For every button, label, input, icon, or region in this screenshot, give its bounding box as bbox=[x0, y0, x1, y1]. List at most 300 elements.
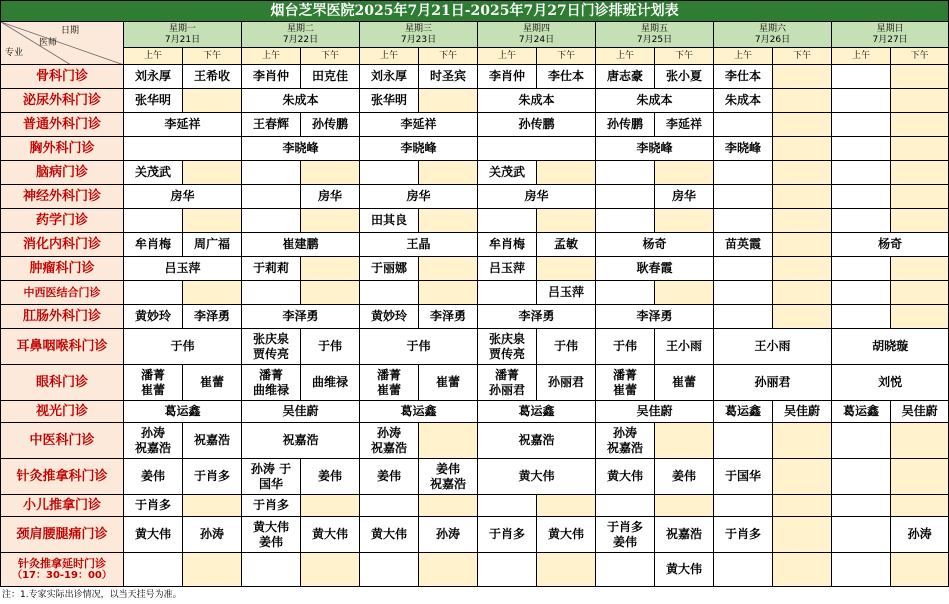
doctor-cell bbox=[419, 365, 478, 401]
doctor-name: 于丽娜 bbox=[370, 261, 407, 275]
department-label: 视光门诊 bbox=[35, 404, 88, 419]
empty-cell bbox=[832, 459, 891, 495]
doctor-name: 崔蕾 bbox=[199, 375, 224, 389]
doctor-cell bbox=[596, 233, 714, 257]
doctor-cell bbox=[596, 329, 655, 365]
doctor-cell bbox=[891, 401, 949, 423]
morning-label: 上午 bbox=[242, 48, 301, 65]
doctor-name: 唐志豪 bbox=[606, 69, 643, 83]
doctor-name: 张庆泉 bbox=[488, 331, 525, 346]
empty-cell bbox=[419, 89, 478, 113]
schedule-row bbox=[1, 305, 949, 329]
doctor-cell bbox=[360, 113, 478, 137]
doctor-cell bbox=[478, 329, 537, 365]
empty-cell bbox=[360, 281, 419, 305]
doctor-cell bbox=[596, 517, 655, 553]
empty-cell bbox=[183, 495, 242, 517]
empty-cell bbox=[596, 553, 655, 587]
empty-cell bbox=[478, 495, 537, 517]
doctor-name: 姜伟 bbox=[376, 469, 401, 483]
doctor-name: 张华明 bbox=[370, 93, 407, 107]
doctor-cell bbox=[360, 185, 478, 209]
weekday-label: 星期日 bbox=[876, 23, 904, 34]
doctor-name: 刘永厚 bbox=[134, 69, 171, 83]
doctor-cell bbox=[596, 423, 655, 459]
date-label: 7月26日 bbox=[754, 34, 791, 45]
doctor-cell bbox=[360, 305, 419, 329]
doctor-name: 于伟 bbox=[406, 339, 431, 353]
doctor-cell bbox=[242, 329, 301, 365]
afternoon-label: 下午 bbox=[183, 48, 242, 65]
empty-cell bbox=[832, 209, 891, 233]
doctor-name: 黄大伟 bbox=[370, 527, 407, 541]
doctor-name: 李仕本 bbox=[724, 69, 761, 83]
doctor-name: 黄大伟 bbox=[547, 527, 584, 541]
doctor-name: 周广福 bbox=[193, 237, 230, 251]
doctor-cell bbox=[124, 365, 183, 401]
department-label: 肛肠外科门诊 bbox=[22, 309, 101, 324]
weekday-label: 星期四 bbox=[522, 23, 550, 34]
doctor-cell bbox=[478, 161, 537, 185]
doctor-name: 孙涛 bbox=[199, 527, 224, 541]
doctor-cell bbox=[478, 113, 596, 137]
doctor-name: 黄妙玲 bbox=[370, 309, 407, 323]
doctor-name: 崔建鹏 bbox=[282, 237, 319, 251]
department-name bbox=[1, 459, 124, 495]
empty-cell bbox=[301, 281, 360, 305]
empty-cell bbox=[773, 281, 832, 305]
empty-cell bbox=[714, 161, 773, 185]
doctor-cell bbox=[124, 113, 242, 137]
department-label: 针灸推拿科门诊 bbox=[16, 469, 108, 484]
empty-cell bbox=[478, 137, 596, 161]
doctor-cell bbox=[596, 65, 655, 89]
empty-cell bbox=[537, 553, 596, 587]
doctor-cell bbox=[714, 365, 832, 401]
doctor-cell bbox=[301, 185, 360, 209]
empty-cell bbox=[596, 281, 655, 305]
doctor-name: 祝嘉浩 bbox=[193, 433, 230, 447]
doctor-name: 祝嘉浩 bbox=[518, 433, 555, 447]
empty-cell bbox=[773, 233, 832, 257]
empty-cell bbox=[301, 257, 360, 281]
department-name bbox=[1, 423, 124, 459]
doctor-name: 曲维禄 bbox=[252, 382, 289, 397]
doctor-name: 牟肖梅 bbox=[134, 237, 171, 251]
department-label: 胸外科门诊 bbox=[29, 141, 95, 156]
doctor-cell bbox=[124, 305, 183, 329]
schedule-row bbox=[1, 553, 949, 587]
department-hours: （17：30-19：00） bbox=[12, 569, 112, 581]
doctor-name: 朱成本 bbox=[518, 93, 555, 107]
day-header bbox=[360, 22, 478, 48]
afternoon-label: 下午 bbox=[537, 48, 596, 65]
doctor-name: 朱成本 bbox=[636, 93, 673, 107]
doctor-cell bbox=[832, 233, 949, 257]
doctor-cell bbox=[183, 233, 242, 257]
doctor-name: 曲维禄 bbox=[311, 375, 348, 389]
doctor-name: 祝嘉浩 bbox=[429, 476, 466, 491]
department-label: 消化内科门诊 bbox=[22, 237, 101, 252]
doctor-cell bbox=[655, 65, 714, 89]
doctor-name: 吴佳蔚 bbox=[783, 404, 820, 418]
doctor-cell bbox=[360, 423, 419, 459]
doctor-name: 房华 bbox=[170, 189, 195, 203]
empty-cell bbox=[242, 553, 301, 587]
doctor-cell bbox=[242, 89, 360, 113]
doctor-name: 房华 bbox=[671, 189, 696, 203]
doctor-cell bbox=[596, 113, 655, 137]
doctor-name: 刘悦 bbox=[878, 375, 903, 389]
doctor-cell bbox=[596, 137, 714, 161]
doctor-cell bbox=[124, 459, 183, 495]
doctor-name: 于伟 bbox=[170, 339, 195, 353]
empty-cell bbox=[773, 517, 832, 553]
doctor-name: 李肖仲 bbox=[252, 69, 289, 83]
doctor-cell bbox=[242, 459, 301, 495]
weekday-label: 星期二 bbox=[286, 23, 314, 34]
doctor-name: 房华 bbox=[317, 189, 342, 203]
doctor-name: 黄大伟 bbox=[665, 562, 702, 576]
doctor-name: 于肖多 bbox=[193, 469, 230, 483]
date-label: 7月21日 bbox=[164, 34, 201, 45]
header-ampm-row bbox=[1, 48, 949, 65]
doctor-name: 李延祥 bbox=[665, 117, 702, 131]
doctor-name: 李泽勇 bbox=[193, 309, 230, 323]
doctor-name: 孙传鹏 bbox=[606, 117, 643, 131]
department-name bbox=[1, 305, 124, 329]
empty-cell bbox=[714, 305, 773, 329]
weekday-label: 星期五 bbox=[640, 23, 668, 34]
doctor-name: 姜伟 bbox=[258, 534, 283, 549]
doctor-cell bbox=[478, 365, 537, 401]
empty-cell bbox=[891, 459, 949, 495]
doctor-cell bbox=[124, 495, 183, 517]
empty-cell bbox=[537, 257, 596, 281]
doctor-cell bbox=[360, 65, 419, 89]
schedule-row bbox=[1, 329, 949, 365]
doctor-name: 于伟 bbox=[612, 339, 637, 353]
empty-cell bbox=[596, 161, 655, 185]
doctor-name: 房华 bbox=[524, 189, 549, 203]
empty-cell bbox=[773, 113, 832, 137]
doctor-name: 李泽勇 bbox=[636, 309, 673, 323]
empty-cell bbox=[832, 495, 891, 517]
schedule-row bbox=[1, 89, 949, 113]
doctor-name: 吕玉萍 bbox=[164, 261, 201, 275]
doctor-cell bbox=[183, 459, 242, 495]
empty-cell bbox=[832, 65, 891, 89]
empty-cell bbox=[891, 495, 949, 517]
doctor-name: 孙涛 于 bbox=[250, 461, 292, 476]
empty-cell bbox=[891, 209, 949, 233]
doctor-cell bbox=[124, 517, 183, 553]
schedule-row bbox=[1, 365, 949, 401]
doctor-name: 祝嘉浩 bbox=[134, 440, 171, 455]
doctor-cell bbox=[124, 423, 183, 459]
doctor-cell bbox=[242, 65, 301, 89]
department-label: 骨科门诊 bbox=[35, 69, 88, 84]
empty-cell bbox=[832, 161, 891, 185]
doctor-cell bbox=[537, 281, 596, 305]
doctor-cell bbox=[242, 233, 360, 257]
department-name bbox=[1, 517, 124, 553]
empty-cell bbox=[478, 553, 537, 587]
doctor-name: 国华 bbox=[258, 476, 283, 491]
doctor-name: 祝嘉浩 bbox=[370, 440, 407, 455]
doctor-cell bbox=[478, 305, 596, 329]
weekday-label: 星期一 bbox=[168, 23, 196, 34]
department-name bbox=[1, 89, 124, 113]
doctor-cell bbox=[478, 185, 596, 209]
doctor-name: 潘菁 bbox=[376, 367, 401, 382]
doctor-name: 黄大伟 bbox=[606, 469, 643, 483]
empty-cell bbox=[714, 209, 773, 233]
doctor-name: 潘菁 bbox=[612, 367, 637, 382]
doctor-cell bbox=[301, 365, 360, 401]
doctor-name: 王晶 bbox=[406, 237, 431, 251]
empty-cell bbox=[832, 89, 891, 113]
doctor-name: 杨奇 bbox=[878, 237, 903, 251]
empty-cell bbox=[832, 517, 891, 553]
doctor-name: 祝嘉浩 bbox=[282, 433, 319, 447]
schedule-row bbox=[1, 209, 949, 233]
afternoon-label: 下午 bbox=[419, 48, 478, 65]
empty-cell bbox=[891, 161, 949, 185]
doctor-name: 孙涛 bbox=[612, 425, 637, 440]
doctor-cell bbox=[360, 401, 478, 423]
schedule-row bbox=[1, 459, 949, 495]
doctor-name: 崔蕾 bbox=[435, 375, 460, 389]
empty-cell bbox=[832, 113, 891, 137]
doctor-cell bbox=[537, 517, 596, 553]
empty-cell bbox=[891, 185, 949, 209]
doctor-name: 黄大伟 bbox=[311, 527, 348, 541]
date-label: 7月25日 bbox=[636, 34, 673, 45]
doctor-cell bbox=[655, 329, 714, 365]
doctor-name: 王希收 bbox=[193, 69, 230, 83]
doctor-name: 崔蕾 bbox=[612, 382, 637, 397]
date-label: 7月22日 bbox=[282, 34, 319, 45]
weekday-label: 星期六 bbox=[758, 23, 786, 34]
department-name bbox=[1, 495, 124, 517]
doctor-name: 牟肖梅 bbox=[488, 237, 525, 251]
empty-cell bbox=[832, 137, 891, 161]
doctor-cell bbox=[832, 365, 949, 401]
schedule-row bbox=[1, 401, 949, 423]
doctor-name: 耿春霞 bbox=[636, 261, 673, 275]
department-name bbox=[1, 233, 124, 257]
doctor-cell bbox=[183, 65, 242, 89]
afternoon-label: 下午 bbox=[301, 48, 360, 65]
doctor-cell bbox=[242, 113, 301, 137]
doctor-cell bbox=[124, 185, 242, 209]
doctor-name: 葛运鑫 bbox=[518, 404, 555, 418]
doctor-name: 于伟 bbox=[317, 339, 342, 353]
empty-cell bbox=[655, 423, 714, 459]
doctor-cell bbox=[124, 89, 183, 113]
empty-cell bbox=[714, 257, 773, 281]
empty-cell bbox=[891, 553, 949, 587]
empty-cell bbox=[891, 137, 949, 161]
doctor-cell bbox=[655, 517, 714, 553]
empty-cell bbox=[832, 257, 891, 281]
empty-cell bbox=[360, 495, 419, 517]
schedule-row bbox=[1, 161, 949, 185]
doctor-cell bbox=[124, 161, 183, 185]
empty-cell bbox=[773, 553, 832, 587]
department-name bbox=[1, 401, 124, 423]
doctor-name: 吕玉萍 bbox=[547, 285, 584, 299]
afternoon-label: 下午 bbox=[655, 48, 714, 65]
doctor-cell bbox=[537, 65, 596, 89]
empty-cell bbox=[419, 495, 478, 517]
doctor-cell bbox=[832, 329, 949, 365]
doctor-name: 李泽勇 bbox=[282, 309, 319, 323]
empty-cell bbox=[655, 495, 714, 517]
doctor-name: 黄妙玲 bbox=[134, 309, 171, 323]
empty-cell bbox=[242, 161, 301, 185]
day-header bbox=[478, 22, 596, 48]
department-name bbox=[1, 161, 124, 185]
doctor-cell bbox=[714, 233, 773, 257]
empty-cell bbox=[596, 495, 655, 517]
doctor-name: 贾传亮 bbox=[252, 346, 289, 361]
doctor-cell bbox=[124, 233, 183, 257]
doctor-cell bbox=[301, 65, 360, 89]
department-label: 泌尿外科门诊 bbox=[22, 93, 101, 108]
doctor-name: 黄大伟 bbox=[134, 527, 171, 541]
doctor-cell bbox=[242, 517, 301, 553]
doctor-cell bbox=[419, 305, 478, 329]
empty-cell bbox=[714, 553, 773, 587]
doctor-name: 潘菁 bbox=[140, 367, 165, 382]
doctor-cell bbox=[714, 401, 773, 423]
empty-cell bbox=[832, 305, 891, 329]
doctor-cell bbox=[360, 365, 419, 401]
page-title: 烟台芝罘医院2025年7月21日-2025年7月27日门诊排班计划表 bbox=[1, 1, 949, 22]
morning-label: 上午 bbox=[360, 48, 419, 65]
empty-cell bbox=[832, 185, 891, 209]
doctor-name: 李仕本 bbox=[547, 69, 584, 83]
empty-cell bbox=[891, 65, 949, 89]
empty-cell bbox=[773, 209, 832, 233]
afternoon-label: 下午 bbox=[773, 48, 832, 65]
doctor-cell bbox=[596, 305, 714, 329]
doctor-cell bbox=[360, 257, 419, 281]
department-label: 中医科门诊 bbox=[29, 433, 95, 448]
doctor-cell bbox=[832, 401, 891, 423]
empty-cell bbox=[419, 161, 478, 185]
schedule-row bbox=[1, 257, 949, 281]
doctor-name: 葛运鑫 bbox=[842, 404, 879, 418]
doctor-name: 刘永厚 bbox=[370, 69, 407, 83]
doctor-cell bbox=[419, 65, 478, 89]
corner-date-label: 日期 bbox=[60, 26, 79, 36]
doctor-name: 孙涛 bbox=[140, 425, 165, 440]
empty-cell bbox=[773, 459, 832, 495]
doctor-cell bbox=[242, 495, 301, 517]
department-label: 神经外科门诊 bbox=[22, 189, 101, 204]
schedule-row bbox=[1, 185, 949, 209]
doctor-cell bbox=[478, 257, 537, 281]
doctor-cell bbox=[478, 423, 596, 459]
department-name bbox=[1, 65, 124, 89]
doctor-name: 张华明 bbox=[134, 93, 171, 107]
morning-label: 上午 bbox=[124, 48, 183, 65]
empty-cell bbox=[714, 281, 773, 305]
doctor-cell bbox=[124, 329, 242, 365]
doctor-cell bbox=[360, 329, 478, 365]
doctor-name: 潘菁 bbox=[258, 367, 283, 382]
doctor-cell bbox=[242, 365, 301, 401]
empty-cell bbox=[773, 423, 832, 459]
doctor-cell bbox=[655, 113, 714, 137]
empty-cell bbox=[360, 161, 419, 185]
day-header bbox=[242, 22, 360, 48]
doctor-name: 张庆泉 bbox=[252, 331, 289, 346]
doctor-cell bbox=[655, 185, 714, 209]
doctor-cell bbox=[360, 209, 419, 233]
doctor-cell bbox=[360, 89, 419, 113]
doctor-cell bbox=[478, 459, 596, 495]
doctor-cell bbox=[301, 517, 360, 553]
doctor-cell bbox=[124, 401, 242, 423]
doctor-cell bbox=[242, 137, 360, 161]
doctor-cell bbox=[478, 401, 596, 423]
doctor-name: 孙传鹏 bbox=[311, 117, 348, 131]
schedule-row bbox=[1, 517, 949, 553]
empty-cell bbox=[124, 137, 242, 161]
doctor-name: 葛运鑫 bbox=[164, 404, 201, 418]
empty-cell bbox=[183, 553, 242, 587]
empty-cell bbox=[596, 209, 655, 233]
empty-cell bbox=[655, 281, 714, 305]
department-label: 药学门诊 bbox=[35, 213, 88, 228]
doctor-name: 姜伟 bbox=[435, 461, 460, 476]
schedule-row bbox=[1, 423, 949, 459]
department-name bbox=[1, 257, 124, 281]
doctor-name: 葛运鑫 bbox=[724, 404, 761, 418]
doctor-name: 李延祥 bbox=[400, 117, 437, 131]
empty-cell bbox=[419, 423, 478, 459]
title-row bbox=[1, 1, 949, 22]
empty-cell bbox=[773, 305, 832, 329]
doctor-cell bbox=[124, 257, 242, 281]
schedule-row bbox=[1, 137, 949, 161]
doctor-name: 吴佳蔚 bbox=[636, 404, 673, 418]
doctor-name: 孙涛 bbox=[907, 527, 932, 541]
doctor-cell bbox=[183, 423, 242, 459]
doctor-cell bbox=[183, 365, 242, 401]
department-name bbox=[1, 281, 124, 305]
doctor-name: 崔蕾 bbox=[376, 382, 401, 397]
empty-cell bbox=[714, 423, 773, 459]
empty-cell bbox=[124, 553, 183, 587]
empty-cell bbox=[773, 65, 832, 89]
doctor-cell bbox=[242, 423, 360, 459]
doctor-name: 李晓峰 bbox=[400, 141, 437, 155]
doctor-name: 王小雨 bbox=[665, 339, 702, 353]
doctor-cell bbox=[242, 257, 301, 281]
empty-cell bbox=[891, 423, 949, 459]
doctor-name: 胡晓璇 bbox=[872, 339, 909, 353]
doctor-name: 于莉莉 bbox=[252, 261, 289, 275]
department-label: 中西医结合门诊 bbox=[23, 285, 101, 299]
doctor-cell bbox=[242, 401, 360, 423]
doctor-cell bbox=[360, 459, 419, 495]
empty-cell bbox=[891, 305, 949, 329]
